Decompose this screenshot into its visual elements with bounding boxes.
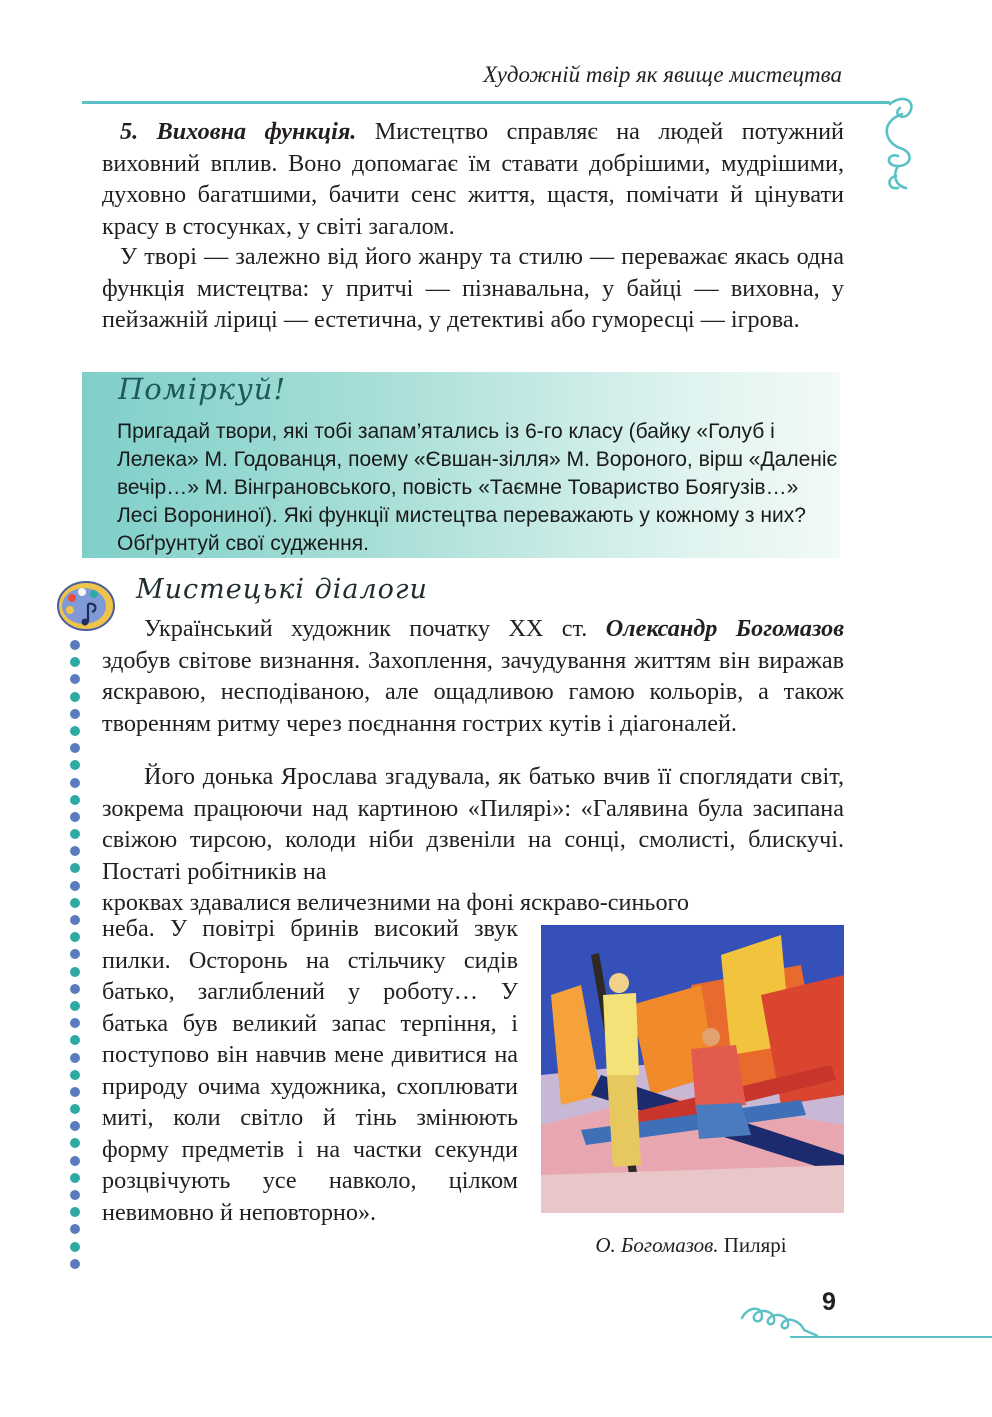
- sidebar-dot: [70, 1190, 80, 1200]
- sidebar-dot: [70, 1070, 80, 1080]
- footer-curl-icon: [738, 1296, 818, 1338]
- paragraph-daughter-memory: Його донька Ярослава згадувала, як батько вчив її споглядати світ, зокрема працюючи над картиною «Пилярі»: «Галявина була засипана свіжою тирсою, колоди ніби дзвеніли на сонці, смолисті, блискучі. Постаті робітників на: [102, 763, 844, 885]
- sidebar-dot: [70, 726, 80, 736]
- paragraph-text: здобув світове визнання. Захоплення, зачудування життям він виражав яскравою, несподіваною, але ощадливою гамою кольорів, а також творенням ритму через поєднання гострих кутів і діагоналей.: [102, 646, 844, 737]
- sidebar-dot: [70, 657, 80, 667]
- sidebar-dot: [70, 1242, 80, 1252]
- sidebar-dot: [70, 898, 80, 908]
- sidebar-dot: [70, 1087, 80, 1097]
- think-box-text: Пригадай твори, які тобі запам’ятались із 6-го класу (байку «Голуб і Лелека» М. Годованця, поему «Євшан-зілля» М. Вороного, вірш «Даленіє вечір…» М. Вінграновського, повість «Таємне Товариство Боягузів…» Лесі Ворониної). Які функції мистецтва переважають у кожному з них? Обґрунтуй свої судження.: [117, 420, 838, 555]
- sidebar-dot: [70, 1001, 80, 1011]
- paragraph-genres: У творі — залежно від його жанру та стилю — переважає якась одна функція мистецтва: у притчі — пізнавальна, у байці — виховна, у пейзажній ліриці — естетична, у детективі або гуморесці — ігрова.: [102, 243, 844, 333]
- sidebar-dot: [70, 967, 80, 977]
- sidebar-dot: [70, 674, 80, 684]
- sidebar-dot: [70, 863, 80, 873]
- sidebar-dot: [70, 812, 80, 822]
- sidebar-dot: [70, 1138, 80, 1148]
- sidebar-dot: [70, 1104, 80, 1114]
- painting-image: [541, 925, 844, 1213]
- paragraph-text: Український художник початку XX ст.: [144, 615, 606, 642]
- dotted-sidebar: [70, 640, 84, 1276]
- caption-title: Пилярі: [718, 1233, 787, 1257]
- sidebar-dot: [70, 1259, 80, 1269]
- running-header: Художній твір як явище мистецтва: [483, 62, 842, 87]
- artist-name: Олександр Богомазов: [605, 615, 845, 642]
- sidebar-dot: [70, 640, 80, 650]
- paragraph-artist: [102, 613, 844, 739]
- sidebar-dot: [70, 692, 80, 702]
- paragraph-quote-continuation: неба. У повітрі бринів високий звук пилки. Осторонь на стільчику сидів батько, заглиблений у роботу… У батька був великий запас терпіння, і поступово він навчив мене дивитися на природу очима художника, схоплювати миті, коли світло й тінь змінюють форму предметів і на частки секунди розцвічують усе навколо, цілком невимовно й неповторно».: [102, 915, 518, 1226]
- sidebar-dot: [70, 760, 80, 770]
- sidebar-dot: [70, 846, 80, 856]
- sidebar-dot: [70, 778, 80, 788]
- sidebar-dot: [70, 915, 80, 925]
- header-rule: [82, 101, 890, 104]
- sidebar-dot: [70, 1018, 80, 1028]
- section-title: Мистецькі діалоги: [136, 574, 428, 605]
- sidebar-dot: [70, 881, 80, 891]
- sidebar-dot: [70, 1053, 80, 1063]
- sidebar-dot: [70, 1207, 80, 1217]
- paragraph-educational-function: [102, 116, 844, 242]
- figure-caption: [541, 1233, 841, 1258]
- sidebar-dot: [70, 743, 80, 753]
- sidebar-dot: [70, 1224, 80, 1234]
- sidebar-dot: [70, 795, 80, 805]
- sidebar-dot: [70, 949, 80, 959]
- sidebar-dot: [70, 984, 80, 994]
- sidebar-dot: [70, 1035, 80, 1045]
- sidebar-dot: [70, 709, 80, 719]
- paragraph-text: Мистецтво справляє на людей потужний виховний вплив. Воно допомагає їм ставати добрішими, мудрішими, духовно багатшими, бачити сенс життя, щастя, помічати й цінувати красу в стосунках, у світі загалом.: [102, 118, 844, 240]
- caption-author: О. Богомазов.: [595, 1233, 719, 1257]
- footer-rule: [790, 1336, 992, 1338]
- sidebar-dot: [70, 1156, 80, 1166]
- sidebar-dot: [70, 1121, 80, 1131]
- curl-ornament-icon: [872, 92, 922, 198]
- sidebar-dot: [70, 932, 80, 942]
- sidebar-dot: [70, 1173, 80, 1183]
- sidebar-dot: [70, 829, 80, 839]
- paragraph-daughter-memory-cont: кроквах здавалися величезними на фоні яскраво-синього: [102, 889, 689, 916]
- page-number: 9: [822, 1288, 836, 1316]
- paragraph-lead: 5. Виховна функція.: [120, 118, 357, 145]
- think-box-title: Поміркуй!: [118, 372, 287, 406]
